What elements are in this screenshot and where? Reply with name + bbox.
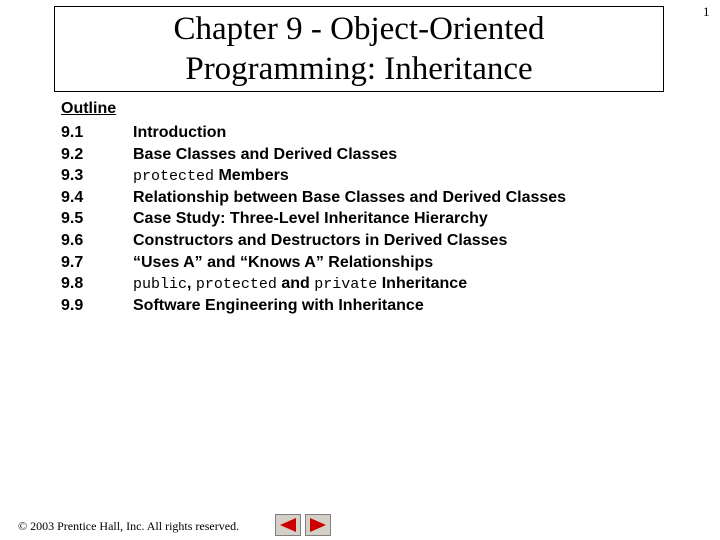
next-slide-button[interactable] — [305, 514, 331, 536]
outline-heading: Outline — [61, 100, 117, 117]
outline-text: Base Classes and Derived Classes — [133, 145, 398, 163]
outline-item-number: 9.9 — [61, 296, 84, 314]
outline-item-number: 9.2 — [61, 145, 84, 163]
outline-item-number: 9.1 — [61, 124, 84, 141]
outline-item-number: 9.8 — [61, 275, 84, 293]
previous-slide-button[interactable] — [275, 514, 301, 536]
outline-text: and — [276, 275, 315, 293]
outline-text: Constructors and Destructors in Derived Classes — [133, 231, 508, 249]
outline-item — [61, 165, 566, 187]
outline-item — [61, 208, 566, 230]
outline-text: Case Study: Three-Level Inheritance Hierarchy — [133, 210, 488, 228]
outline-list — [61, 122, 566, 316]
outline-item — [61, 252, 566, 274]
outline-text: Relationship between Base Classes and Derived Classes — [133, 188, 567, 206]
outline-item-title — [133, 295, 424, 317]
outline-item-title — [133, 252, 433, 274]
page-number: 1 — [703, 4, 710, 19]
outline-text: , — [187, 275, 196, 293]
slide-title — [54, 6, 664, 92]
right-arrow-icon — [309, 518, 327, 532]
outline-text: Members — [214, 167, 289, 185]
outline-item-title — [133, 187, 566, 209]
outline-text: Software Engineering with Inheritance — [133, 296, 424, 314]
outline-item-number: 9.4 — [61, 188, 84, 206]
outline-item — [61, 187, 566, 209]
outline-item-title — [133, 165, 289, 187]
outline-item-number: 9.3 — [61, 167, 84, 185]
outline-text: Introduction — [133, 124, 227, 141]
slide-title-line-2: Programming: Inheritance — [185, 51, 533, 87]
outline-item-number: 9.7 — [61, 253, 84, 271]
outline-item-title — [133, 230, 507, 252]
code-keyword: private — [314, 276, 378, 294]
outline-item-number: 9.5 — [61, 210, 84, 228]
outline-text: “Uses A” and “Knows A” Relationships — [133, 253, 434, 271]
outline-item-title — [133, 144, 397, 166]
outline-item-number: 9.6 — [61, 231, 84, 249]
outline-item — [61, 144, 566, 166]
outline-item-title — [133, 122, 226, 144]
outline-item — [61, 295, 566, 317]
outline-item-title — [133, 273, 467, 295]
outline-item — [61, 122, 566, 144]
left-arrow-icon — [279, 518, 297, 532]
code-keyword: protected — [133, 168, 215, 186]
code-keyword: protected — [195, 276, 277, 294]
copyright-notice: © 2003 Prentice Hall, Inc. All rights reserved. — [18, 519, 240, 533]
code-keyword: public — [133, 276, 188, 294]
outline-item-title — [133, 208, 488, 230]
outline-text: Inheritance — [377, 275, 468, 293]
outline-item — [61, 273, 566, 295]
outline-item — [61, 230, 566, 252]
slide-title-line-1: Chapter 9 - Object-Oriented — [173, 11, 545, 47]
